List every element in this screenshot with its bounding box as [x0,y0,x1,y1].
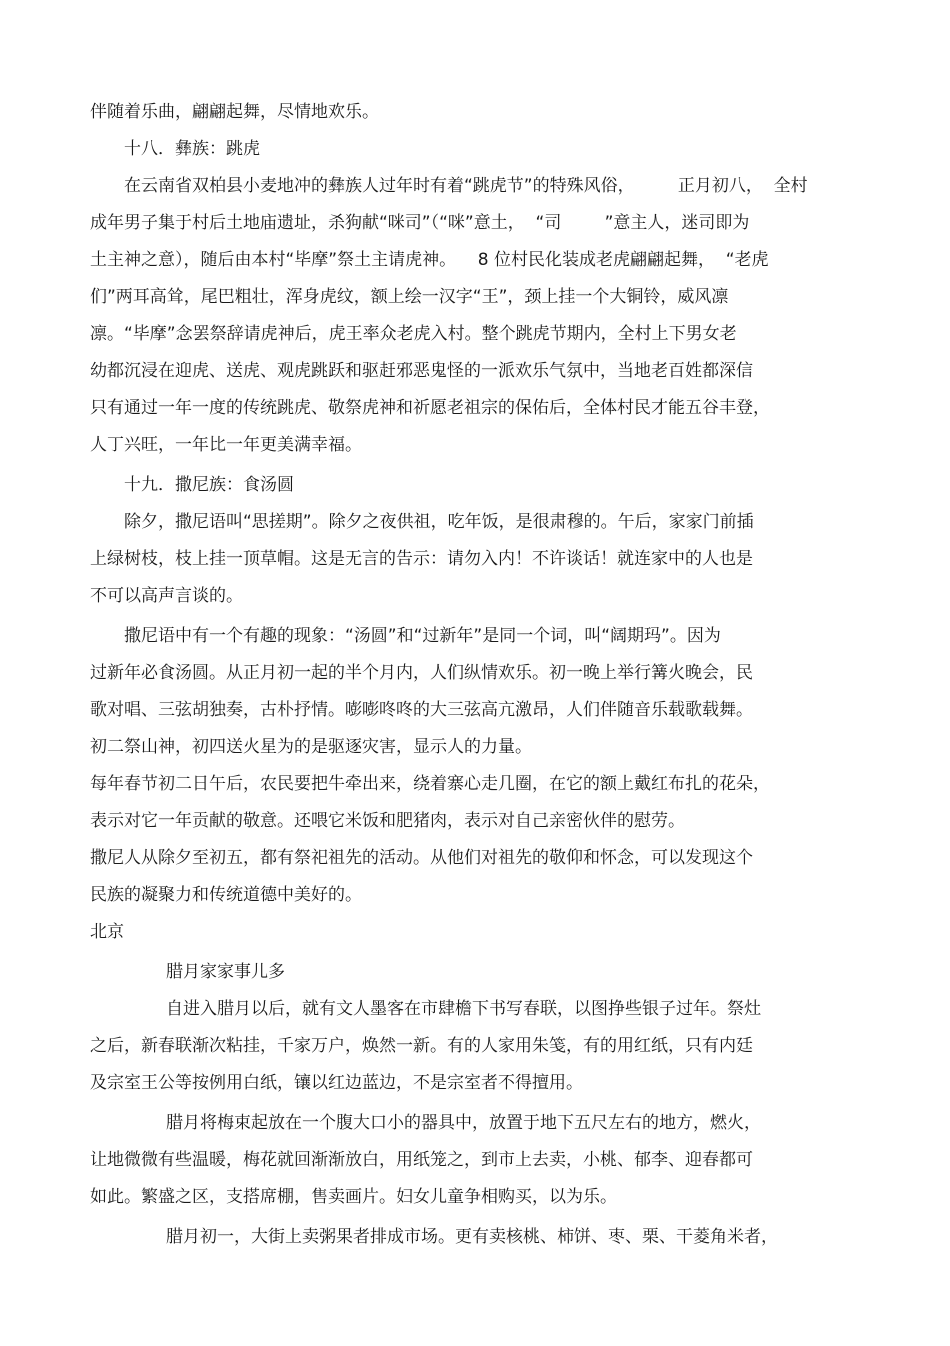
text-line: 幼都沉浸在迎虎、送虎、观虎跳跃和驱赶邪恶鬼怪的一派欢乐气氛中，当地老百姓都深信 [90,361,753,381]
text-line: 民族的凝聚力和传统道德中美好的。 [90,885,362,905]
text-line: 腊月将梅束起放在一个腹大口小的器具中，放置于地下五尺左右的地方，燃火， [166,1113,761,1133]
text-line: 在云南省双柏县小麦地冲的彝族人过年时有着“跳虎节”的特殊风俗， 正月初八， 全村 [124,176,808,196]
text-line: 只有通过一年一度的传统跳虎、敬祭虎神和祈愿老祖宗的保佑后，全体村民才能五谷丰登， [90,398,770,418]
text-line: 表示对它一年贡献的敬意。还喂它米饭和肥猪肉，表示对自己亲密伙伴的慰劳。 [90,811,685,831]
text-line: 自进入腊月以后，就有文人墨客在市肆檐下书写春联，以图挣些银子过年。祭灶 [166,999,761,1019]
text-line: 如此。繁盛之区，支搭席棚，售卖画片。妇女儿童争相购买，以为乐。 [90,1187,617,1207]
article-title: 腊月家家事儿多 [166,962,285,982]
text-line: 土主神之意），随后由本村“毕摩”祭土主请虎神。 8 位村民化装成老虎翩翩起舞， “老虎 [90,250,769,270]
text-line: 歌对唱、三弦胡独奏，古朴抒情。嘭嘭咚咚的大三弦高亢激昂，人们伴随音乐载歌载舞。 [90,700,753,720]
section-heading-yi: 十八．彝族：跳虎 [124,139,260,159]
text-line: 撒尼语中有一个有趣的现象：“汤圆”和“过新年”是同一个词，叫“阔期玛”。因为 [124,626,721,646]
text-line: 之后，新春联渐次粘挂，千家万户，焕然一新。有的人家用朱笺，有的用红纸，只有内廷 [90,1036,753,1056]
text-line: 上绿树枝，枝上挂一顶草帽。这是无言的告示：请勿入内！不许谈话！就连家中的人也是 [90,549,753,569]
text-line: 们”两耳高耸，尾巴粗壮，浑身虎纹，额上绘一汉字“王”，颈上挂一个大铜铃，威风凛 [90,287,729,307]
text-line: 腊月初一，大街上卖粥果者排成市场。更有卖核桃、柿饼、枣、栗、干菱角米者， [166,1227,778,1247]
text-line: 不可以高声言谈的。 [90,586,243,606]
text-line: 撒尼人从除夕至初五，都有祭祀祖先的活动。从他们对祖先的敬仰和怀念，可以发现这个 [90,848,753,868]
text-line: 及宗室王公等按例用白纸，镶以红边蓝边，不是宗室者不得擅用。 [90,1073,583,1093]
text-line: 初二祭山神，初四送火星为的是驱逐灾害，显示人的力量。 [90,737,532,757]
region-heading: 北京 [90,922,124,942]
text-line: 人丁兴旺，一年比一年更美满幸福。 [90,435,362,455]
text-line: 过新年必食汤圆。从正月初一起的半个月内，人们纵情欢乐。初一晚上举行篝火晚会，民 [90,663,753,683]
text-line: 每年春节初二日午后，农民要把牛牵出来，绕着寨心走几圈，在它的额上戴红布扎的花朵， [90,774,770,794]
text-line: 伴随着乐曲，翩翩起舞，尽情地欢乐。 [90,102,379,122]
text-line: 除夕，撒尼语叫“思搓期”。除夕之夜供祖，吃年饭，是很肃穆的。午后，家家门前插 [124,512,754,532]
text-line: 成年男子集于村后土地庙遗址，杀狗献“咪司”（“咪”意土， “司 ”意主人，迷司即为 [90,213,750,233]
section-heading-sani: 十九．撒尼族：食汤圆 [124,475,294,495]
text-line: 让地微微有些温暖，梅花就回渐渐放白，用纸笼之，到市上去卖，小桃、郁李、迎春都可 [90,1150,753,1170]
text-line: 凛。“毕摩”念罢祭辞请虎神后，虎王率众老虎入村。整个跳虎节期内，全村上下男女老 [90,324,737,344]
